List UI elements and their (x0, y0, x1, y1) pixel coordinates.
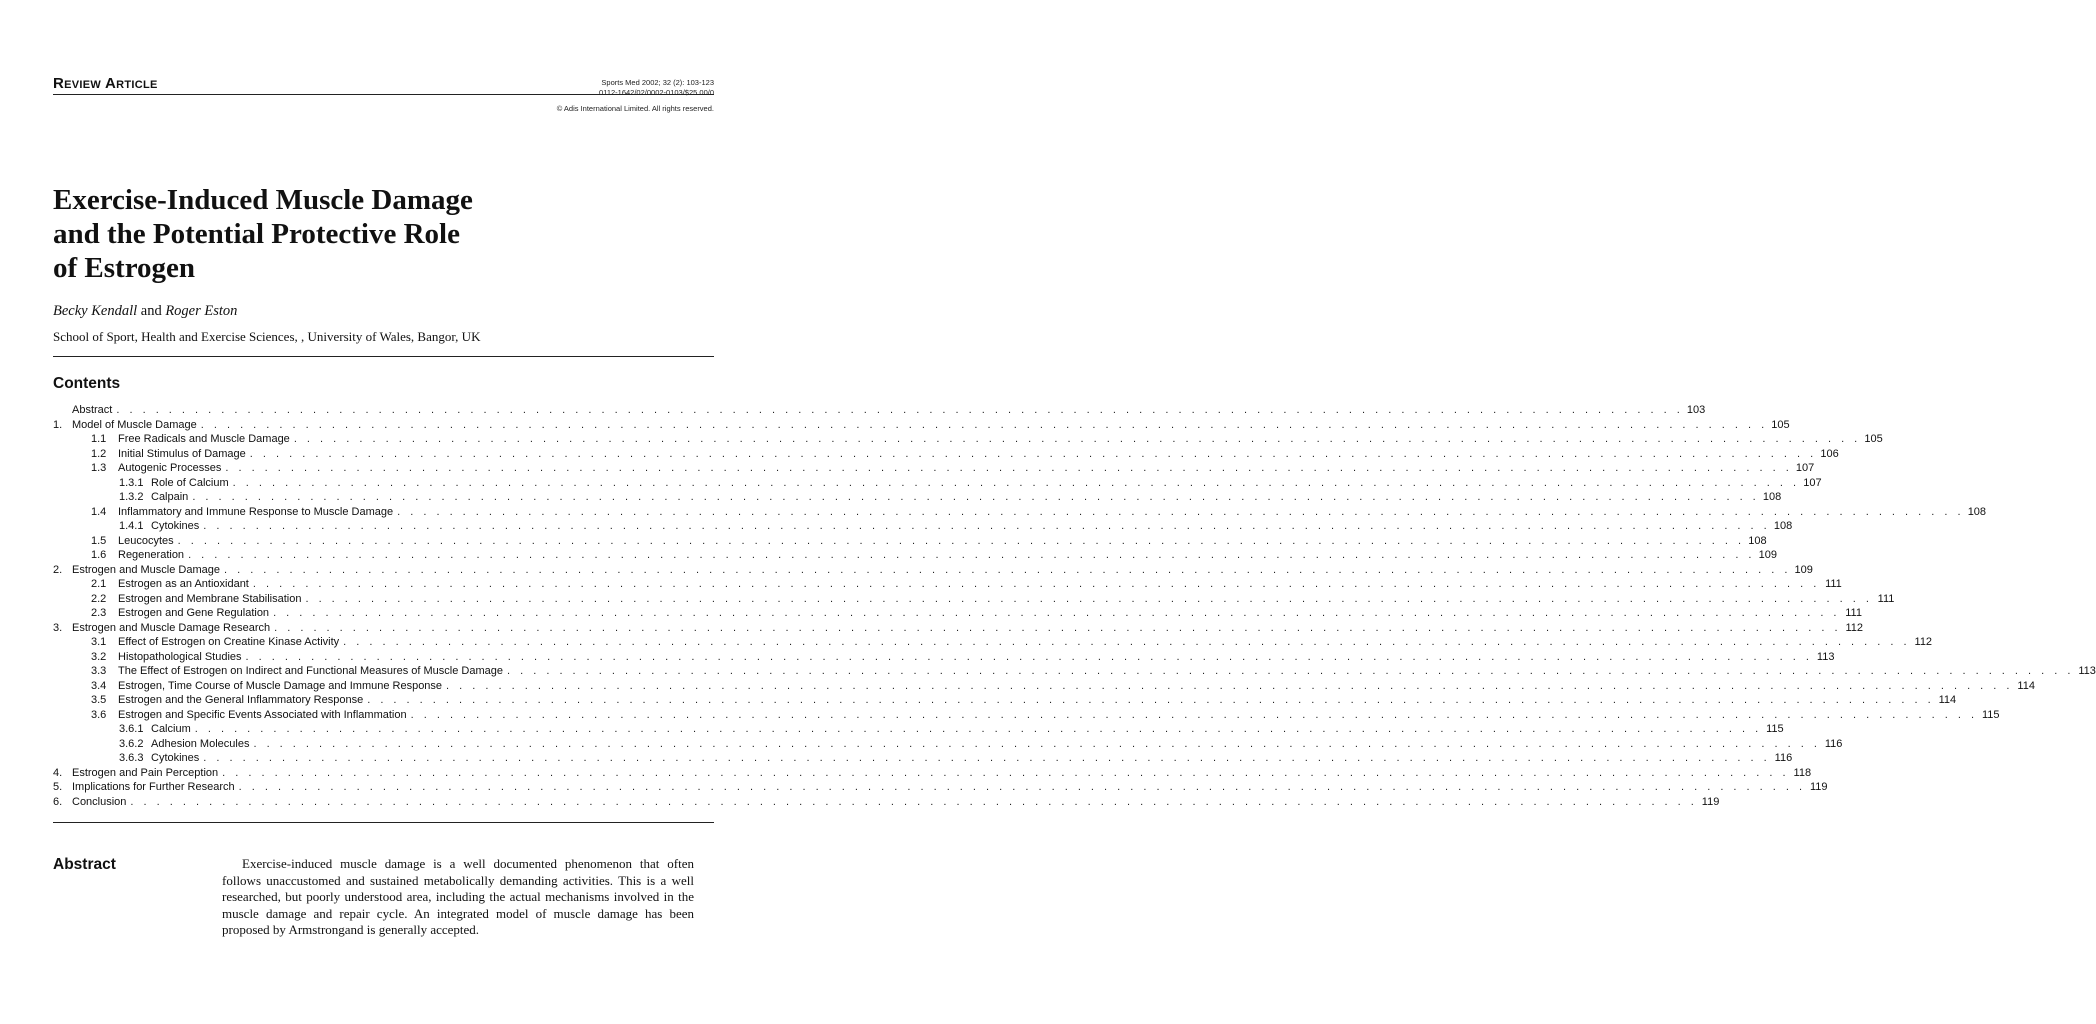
toc-entry-label: Conclusion (72, 795, 127, 808)
toc-entry-number: 1.3.2 (119, 491, 144, 503)
toc-entry-number: 1. (53, 418, 63, 431)
contents-heading: Contents (53, 375, 121, 392)
toc-entry-label: Estrogen and the General Inflammatory Response (118, 694, 364, 706)
toc-entry-page: 107 (1795, 462, 1815, 474)
section-label: Review Article (53, 75, 158, 92)
toc-entry-number: 4. (53, 766, 63, 779)
toc-entry (53, 606, 1862, 621)
toc-entry (53, 418, 1790, 433)
toc-entry-number: 3.5 (91, 694, 107, 706)
toc-leader-dots: . . . . . . . . . . . . . . . . . . . . . . . . . . . . . . . . . . . . . . . . . . . . . . . . . . . . . . . . . . . . . . . . . . . . . . . . . . . . . . . . . . . . . . . . . . . . . . . . . . . . . . . . . . . . . . . . . . . . . . . . (223, 563, 1791, 576)
toc-entry (53, 780, 1828, 795)
toc-entry-page: 116 (1824, 737, 1843, 750)
toc-entry-label: Autogenic Processes (118, 462, 222, 474)
toc-entry-page: 105 (1864, 433, 1883, 445)
toc-leader-dots: . . . . . . . . . . . . . . . . . . . . . . . . . . . . . . . . . . . . . . . . . . . . . . . . . . . . . . . . . . . . . . . . . . . . . . . . . . . . . . . . . . . . . . . . . . . . . . . . . . . . . . . . . . . . . . . . . . . . . . . . (273, 607, 1840, 619)
toc-leader-dots: . . . . . . . . . . . . . . . . . . . . . . . . . . . . . . . . . . . . . . . . . . . . . . . . . . . . . . . . . . . . . . . . . . . . . . . . . . . . . . . . . . . . . . . . . . . . . . . . . . . . . . . . . . . . . . . . . . . . . . . . (507, 665, 2074, 677)
toc-leader-dots: . . . . . . . . . . . . . . . . . . . . . . . . . . . . . . . . . . . . . . . . . . . . . . . . . . . . . . . . . . . . . . . . . . . . . . . . . . . . . . . . . . . . . . . . . . . . . . . . . . . . . . . . . . . . . . . . . . . . . . . . (200, 418, 1768, 431)
toc-entry-label: Estrogen and Gene Regulation (118, 607, 270, 619)
title-line: and the Potential Protective Role (53, 218, 460, 250)
section-divider (53, 822, 714, 823)
toc-entry-page: 103 (1686, 404, 1706, 416)
toc-leader-dots: . . . . . . . . . . . . . . . . . . . . . . . . . . . . . . . . . . . . . . . . . . . . . . . . . . . . . . . . . . . . . . . . . . . . . . . . . . . . . . . . . . . . . . . . . . . . . . . . . . . . . . . . . . . . . . . . . . . . . . . . (225, 462, 1793, 474)
toc-entry (53, 766, 1812, 781)
journal-ref: Sports Med 2002; 32 (2): 103-123 (601, 78, 714, 87)
toc-entry-label: Adhesion Molecules (151, 737, 250, 750)
toc-entry-label: Regeneration (118, 549, 185, 561)
toc-entry (53, 490, 1782, 505)
toc-entry-label: Estrogen and Membrane Stabilisation (118, 592, 302, 605)
toc-entry-number: 2.3 (91, 607, 107, 619)
toc-entry-label: Histopathological Studies (118, 650, 242, 663)
toc-entry-number: 3.2 (91, 650, 107, 663)
toc-leader-dots: . . . . . . . . . . . . . . . . . . . . . . . . . . . . . . . . . . . . . . . . . . . . . . . . . . . . . . . . . . . . . . . . . . . . . . . . . . . . . . . . . . . . . . . . . . . . . . . . . . . . . . . . . . . . . . . . . . . . . . . . (397, 505, 1965, 518)
author-name: Roger Eston (165, 303, 238, 319)
toc-entry-page: 107 (1803, 476, 1822, 489)
toc-entry-number: 2.1 (91, 578, 107, 590)
toc-entry-page: 111 (1845, 607, 1862, 619)
toc-entry-page: 109 (1794, 563, 1813, 576)
toc-entry-page: 108 (1762, 491, 1782, 503)
article-title (53, 183, 673, 285)
toc-entry-label: Effect of Estrogen on Creatine Kinase Activity (118, 636, 340, 648)
abstract-text: Exercise-induced muscle damage is a well documented phenomenon that often follows unaccustomed and sustained metabolically demanding activities. This is a well researched, but poorly understood area, including the actual mechanisms involved in the muscle damage and repair cycle. An integrated model of muscle damage has been proposed by Armstrongand is generally accepted. (222, 856, 694, 937)
toc-entry-label: Initial Stimulus of Damage (118, 447, 246, 460)
toc-entry (53, 563, 1813, 578)
toc-entry (53, 505, 1987, 520)
toc-entry-page: 115 (1766, 723, 1784, 735)
toc-entry-number: 2. (53, 563, 63, 576)
toc-entry-label: Calpain (151, 491, 189, 503)
toc-entry-label: Implications for Further Research (72, 781, 235, 793)
toc-entry (53, 693, 1957, 708)
abstract-heading: Abstract (53, 856, 116, 873)
toc-entry-page: 115 (1981, 708, 2000, 721)
toc-leader-dots: . . . . . . . . . . . . . . . . . . . . . . . . . . . . . . . . . . . . . . . . . . . . . . . . . . . . . . . . . . . . . . . . . . . . . . . . . . . . . . . . . . . . . . . . . . . . . . . . . . . . . . . . . . . . . . . . . . . . . . . . (222, 766, 1790, 779)
toc-entry (53, 577, 1842, 592)
toc-entry-label: Model of Muscle Damage (72, 418, 197, 431)
toc-entry-label: Role of Calcium (151, 476, 229, 489)
toc-leader-dots: . . . . . . . . . . . . . . . . . . . . . . . . . . . . . . . . . . . . . . . . . . . . . . . . . . . . . . . . . . . . . . . . . . . . . . . . . . . . . . . . . . . . . . . . . . . . . . . . . . . . . . . . . . . . . . . . . . . . . . . . (305, 592, 1873, 605)
author-conjunction: and (140, 303, 162, 319)
toc-entry (53, 534, 1767, 549)
toc-entry-label: Inflammatory and Immune Response to Muscle Damage (118, 505, 394, 518)
toc-entry-label: Estrogen and Muscle Damage (72, 563, 220, 576)
toc-entry-number: 6. (53, 795, 63, 808)
toc-entry-number: 1.4.1 (119, 520, 144, 532)
toc-entry-page: 114 (1938, 694, 1957, 706)
toc-entry-number: 3.6.3 (119, 752, 144, 764)
toc-leader-dots: . . . . . . . . . . . . . . . . . . . . . . . . . . . . . . . . . . . . . . . . . . . . . . . . . . . . . . . . . . . . . . . . . . . . . . . . . . . . . . . . . . . . . . . . . . . . . . . . . . . . . . . . . . . . . . . . . . . . . . . . (232, 476, 1800, 489)
toc-entry-label: Estrogen and Specific Events Associated with Inflammation (118, 708, 407, 721)
toc-entry-page: 106 (1820, 447, 1839, 460)
toc-leader-dots: . . . . . . . . . . . . . . . . . . . . . . . . . . . . . . . . . . . . . . . . . . . . . . . . . . . . . . . . . . . . . . . . . . . . . . . . . . . . . . . . . . . . . . . . . . . . . . . . . . . . . . . . . . . . . . . . . . . . . . . . (446, 679, 2013, 692)
toc-entry-page: 112 (1914, 636, 1933, 648)
toc-entry (53, 650, 1835, 665)
toc-entry (53, 664, 2096, 679)
section-divider (53, 356, 714, 357)
toc-entry (53, 592, 1895, 607)
toc-entry-number: 3.1 (91, 636, 107, 648)
toc-entry-number: 1.4 (91, 505, 107, 518)
toc-entry-number: 1.6 (91, 549, 107, 561)
toc-leader-dots: . . . . . . . . . . . . . . . . . . . . . . . . . . . . . . . . . . . . . . . . . . . . . . . . . . . . . . . . . . . . . . . . . . . . . . . . . . . . . . . . . . . . . . . . . . . . . . . . . . . . . . . . . . . . . . . . . . . . . . . . (367, 694, 1935, 706)
toc-leader-dots: . . . . . . . . . . . . . . . . . . . . . . . . . . . . . . . . . . . . . . . . . . . . . . . . . . . . . . . . . . . . . . . . . . . . . . . . . . . . . . . . . . . . . . . . . . . . . . . . . . . . . . . . . . . . . . . . . . . . . . . . (194, 723, 1762, 735)
toc-entry-page: 108 (1748, 534, 1767, 547)
toc-entry-number: 3. (53, 621, 63, 634)
toc-entry-number: 3.3 (91, 665, 107, 677)
toc-entry (53, 737, 1843, 752)
toc-leader-dots: . . . . . . . . . . . . . . . . . . . . . . . . . . . . . . . . . . . . . . . . . . . . . . . . . . . . . . . . . . . . . . . . . . . . . . . . . . . . . . . . . . . . . . . . . . . . . . . . . . . . . . . . . . . . . . . . . . . . . . . . (293, 433, 1861, 445)
toc-entry-page: 113 (2078, 665, 2096, 677)
toc-entry-label: Estrogen and Pain Perception (72, 766, 219, 779)
toc-entry (53, 722, 1784, 737)
toc-entry-page: 111 (1877, 592, 1895, 605)
toc-entry-page: 109 (1758, 549, 1777, 561)
toc-entry (53, 795, 1720, 810)
toc-leader-dots: . . . . . . . . . . . . . . . . . . . . . . . . . . . . . . . . . . . . . . . . . . . . . . . . . . . . . . . . . . . . . . . . . . . . . . . . . . . . . . . . . . . . . . . . . . . . . . . . . . . . . . . . . . . . . . . . . . . . . . . . (203, 520, 1771, 532)
copyright-notice: © Adis International Limited. All rights reserved. (556, 104, 714, 113)
toc-entry-label: Estrogen and Muscle Damage Research (72, 621, 271, 634)
toc-entry-number: 1.5 (91, 534, 107, 547)
toc-leader-dots: . . . . . . . . . . . . . . . . . . . . . . . . . . . . . . . . . . . . . . . . . . . . . . . . . . . . . . . . . . . . . . . . . . . . . . . . . . . . . . . . . . . . . . . . . . . . . . . . . . . . . . . . . . . . . . . . . . . . . . . . (130, 795, 1698, 808)
toc-entry (53, 708, 2000, 723)
toc-entry-number: 3.6.2 (119, 737, 144, 750)
toc-entry-page: 111 (1825, 578, 1842, 590)
toc-entry (53, 519, 1793, 534)
toc-entry-page: 108 (1967, 505, 1987, 518)
toc-leader-dots: . . . . . . . . . . . . . . . . . . . . . . . . . . . . . . . . . . . . . . . . . . . . . . . . . . . . . . . . . . . . . . . . . . . . . . . . . . . . . . . . . . . . . . . . . . . . . . . . . . . . . . . . . . . . . . . . . . . . . . . . (238, 781, 1806, 793)
toc-leader-dots: . . . . . . . . . . . . . . . . . . . . . . . . . . . . . . . . . . . . . . . . . . . . . . . . . . . . . . . . . . . . . . . . . . . . . . . . . . . . . . . . . . . . . . . . . . . . . . . . . . . . . . . . . . . . . . . . . . . . . . . . (249, 447, 1817, 460)
title-line: of Estrogen (53, 252, 196, 284)
toc-entry-page: 112 (1845, 621, 1864, 634)
toc-leader-dots: . . . . . . . . . . . . . . . . . . . . . . . . . . . . . . . . . . . . . . . . . . . . . . . . . . . . . . . . . . . . . . . . . . . . . . . . . . . . . . . . . . . . . . . . . . . . . . . . . . . . . . . . . . . . . . . . . . . . . . . . (274, 621, 1842, 634)
toc-leader-dots: . . . . . . . . . . . . . . . . . . . . . . . . . . . . . . . . . . . . . . . . . . . . . . . . . . . . . . . . . . . . . . . . . . . . . . . . . . . . . . . . . . . . . . . . . . . . . . . . . . . . . . . . . . . . . . . . . . . . . . . . (410, 708, 1978, 721)
toc-entry-page: 108 (1773, 520, 1793, 532)
toc-entry-number: 2.2 (91, 592, 107, 605)
toc-entry-number: 3.4 (91, 679, 107, 692)
toc-entry (53, 476, 1822, 491)
toc-entry-page: 119 (1701, 795, 1720, 808)
toc-entry-number: 3.6 (91, 708, 107, 721)
toc-leader-dots: . . . . . . . . . . . . . . . . . . . . . . . . . . . . . . . . . . . . . . . . . . . . . . . . . . . . . . . . . . . . . . . . . . . . . . . . . . . . . . . . . . . . . . . . . . . . . . . . . . . . . . . . . . . . . . . . . . . . . . . . (192, 491, 1760, 503)
author-list (53, 303, 237, 320)
toc-entry (53, 461, 1815, 476)
toc-entry-page: 113 (1816, 650, 1835, 663)
toc-entry-page: 114 (2017, 679, 2035, 692)
toc-entry-label: Estrogen as an Antioxidant (118, 578, 249, 590)
toc-entry-label: Cytokines (151, 520, 200, 532)
author-affiliation: School of Sport, Health and Exercise Sciences, , University of Wales, Bangor, UK (53, 329, 481, 344)
toc-entry-label: Estrogen, Time Course of Muscle Damage and Immune Response (118, 679, 443, 692)
title-line: Exercise-Induced Muscle Damage (53, 184, 473, 216)
header-divider (53, 94, 714, 95)
toc-entry (53, 751, 1793, 766)
toc-leader-dots: . . . . . . . . . . . . . . . . . . . . . . . . . . . . . . . . . . . . . . . . . . . . . . . . . . . . . . . . . . . . . . . . . . . . . . . . . . . . . . . . . . . . . . . . . . . . . . . . . . . . . . . . . . . . . . . . . . . . . . . . (252, 578, 1820, 590)
toc-entry-page: 119 (1810, 781, 1828, 793)
toc-leader-dots: . . . . . . . . . . . . . . . . . . . . . . . . . . . . . . . . . . . . . . . . . . . . . . . . . . . . . . . . . . . . . . . . . . . . . . . . . . . . . . . . . . . . . . . . . . . . . . . . . . . . . . . . . . . . . . . . . . . . . . . . (203, 752, 1771, 764)
toc-leader-dots: . . . . . . . . . . . . . . . . . . . . . . . . . . . . . . . . . . . . . . . . . . . . . . . . . . . . . . . . . . . . . . . . . . . . . . . . . . . . . . . . . . . . . . . . . . . . . . . . . . . . . . . . . . . . . . . . . . . . . . . . (343, 636, 1911, 648)
toc-entry-label: Cytokines (151, 752, 200, 764)
toc-entry (53, 635, 1933, 650)
toc-entry-number: 1.3.1 (119, 476, 144, 489)
toc-entry (53, 548, 1777, 563)
toc-entry-label: Leucocytes (118, 534, 174, 547)
toc-entry-number: 5. (53, 781, 63, 793)
toc-leader-dots: . . . . . . . . . . . . . . . . . . . . . . . . . . . . . . . . . . . . . . . . . . . . . . . . . . . . . . . . . . . . . . . . . . . . . . . . . . . . . . . . . . . . . . . . . . . . . . . . . . . . . . . . . . . . . . . . . . . . . . . . (188, 549, 1755, 561)
toc-entry-page: 118 (1793, 766, 1812, 779)
toc-leader-dots: . . . . . . . . . . . . . . . . . . . . . . . . . . . . . . . . . . . . . . . . . . . . . . . . . . . . . . . . . . . . . . . . . . . . . . . . . . . . . . . . . . . . . . . . . . . . . . . . . . . . . . . . . . . . . . . . . . . . . . . . (253, 737, 1821, 750)
toc-entry (53, 403, 1706, 418)
toc-entry-label: The Effect of Estrogen on Indirect and Functional Measures of Muscle Damage (118, 665, 503, 677)
toc-entry (53, 621, 1864, 636)
toc-entry-number: 1.1 (91, 433, 107, 445)
toc-entry-label: Abstract (72, 404, 113, 416)
toc-entry-number: 1.3 (91, 462, 107, 474)
toc-entry-number: 1.2 (91, 447, 107, 460)
table-of-contents (53, 403, 2096, 809)
toc-entry-label: Calcium (151, 723, 191, 735)
issn-line: 0112-1642/02/0002-0103/$25.00/0 (599, 87, 714, 97)
toc-entry (53, 447, 1839, 462)
toc-entry-page: 105 (1771, 418, 1790, 431)
toc-leader-dots: . . . . . . . . . . . . . . . . . . . . . . . . . . . . . . . . . . . . . . . . . . . . . . . . . . . . . . . . . . . . . . . . . . . . . . . . . . . . . . . . . . . . . . . . . . . . . . . . . . . . . . . . . . . . . . . . . . . . . . . . (245, 650, 1813, 663)
toc-entry-label: Free Radicals and Muscle Damage (118, 433, 290, 445)
toc-entry-number: 3.6.1 (119, 723, 144, 735)
author-name: Becky Kendall (53, 303, 138, 319)
toc-entry (53, 679, 2035, 694)
toc-leader-dots: . . . . . . . . . . . . . . . . . . . . . . . . . . . . . . . . . . . . . . . . . . . . . . . . . . . . . . . . . . . . . . . . . . . . . . . . . . . . . . . . . . . . . . . . . . . . . . . . . . . . . . . . . . . . . . . . . . . . . . . . (177, 534, 1745, 547)
toc-entry-page: 116 (1774, 752, 1793, 764)
toc-leader-dots: . . . . . . . . . . . . . . . . . . . . . . . . . . . . . . . . . . . . . . . . . . . . . . . . . . . . . . . . . . . . . . . . . . . . . . . . . . . . . . . . . . . . . . . . . . . . . . . . . . . . . . . . . . . . . . . . . . . . . . . . (116, 404, 1684, 416)
toc-entry (53, 432, 1883, 447)
